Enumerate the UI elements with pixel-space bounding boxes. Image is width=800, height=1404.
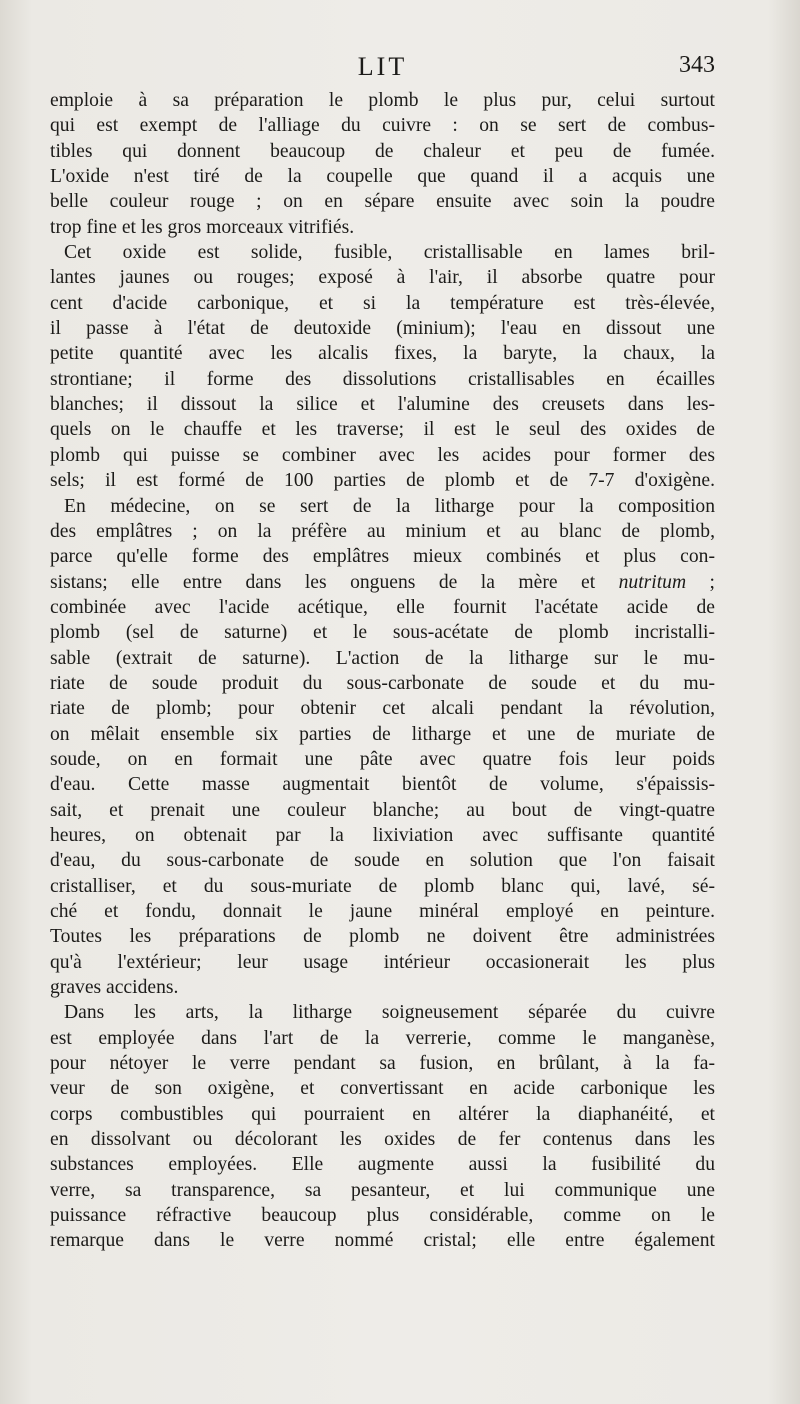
text-line: soude, on en formait une pâte avec quatre fois leur poids bbox=[50, 748, 715, 770]
text-line: substances employées. Elle augmente aussi la fusibilité du bbox=[50, 1154, 715, 1176]
text-line: combinée avec l'acide acétique, elle fournit l'acétate acide de bbox=[50, 596, 715, 618]
text-line: d'eau, du sous-carbonate de soude en solution que l'on faisait bbox=[50, 850, 715, 872]
text-line: remarque dans le verre nommé cristal; elle entre également bbox=[50, 1230, 715, 1252]
punctuation: ; bbox=[686, 571, 715, 593]
page-number: 343 bbox=[679, 52, 715, 78]
text-line: veur de son oxigène, et convertissant en acide carbonique les bbox=[50, 1078, 715, 1100]
text-line: cent d'acide carbonique, et si la température est très-élevée, bbox=[50, 292, 715, 314]
page-header bbox=[50, 52, 715, 86]
text-line: L'oxide n'est tiré de la coupelle que quand il a acquis une bbox=[50, 166, 715, 188]
text-line: en dissolvant ou décolorant les oxides de fer contenus dans les bbox=[50, 1129, 715, 1151]
text-line: ché et fondu, donnait le jaune minéral employé en peinture. bbox=[50, 901, 715, 922]
text-line: plomb (sel de saturne) et le sous-acétate de plomb incristalli- bbox=[50, 622, 715, 644]
text-line: des emplâtres ; on la préfère au minium et au blanc de plomb, bbox=[50, 520, 715, 542]
text-line: il passe à l'état de deutoxide (minium); l'eau en dissout une bbox=[50, 318, 715, 340]
text-line: emploie à sa préparation le plomb le plus pur, celui surtout bbox=[50, 90, 715, 111]
running-head: LIT bbox=[357, 52, 408, 81]
text-line: parce qu'elle forme des emplâtres mieux combinés et plus con- bbox=[50, 546, 715, 568]
text-line: plomb qui puisse se combiner avec les acides pour former des bbox=[50, 444, 715, 466]
text-line: Dans les arts, la litharge soigneusement séparée du cuivre bbox=[64, 1002, 715, 1024]
text-line: blanches; il dissout la silice et l'alumine des creusets dans les- bbox=[50, 394, 715, 416]
paragraph-4 bbox=[50, 1000, 715, 1253]
text-segment: sistans; elle entre dans les onguens de la mère et bbox=[50, 571, 596, 593]
paragraph-1 bbox=[50, 88, 715, 240]
text-line: Toutes les préparations de plomb ne doivent être administrées bbox=[50, 926, 715, 948]
text-line: En médecine, on se sert de la litharge pour la composition bbox=[64, 495, 715, 517]
paragraph-3 bbox=[50, 494, 715, 1001]
page-body bbox=[50, 88, 715, 1254]
text-line: strontiane; il forme des dissolutions cristallisables en écailles bbox=[50, 368, 715, 390]
text-line: Cet oxide est solide, fusible, cristallisable en lames bril- bbox=[64, 242, 715, 264]
text-line: sable (extrait de saturne). L'action de la litharge sur le mu- bbox=[50, 647, 715, 669]
text-line: puissance réfractive beaucoup plus considérable, comme on le bbox=[50, 1205, 715, 1227]
text-line: d'eau. Cette masse augmentait bientôt de volume, s'épaissis- bbox=[50, 774, 715, 796]
text-line: corps combustibles qui pourraient en altérer la diaphanéité, et bbox=[50, 1103, 715, 1125]
text-line: riate de plomb; pour obtenir cet alcali pendant la révolution, bbox=[50, 698, 715, 720]
text-line: lantes jaunes ou rouges; exposé à l'air, il absorbe quatre pour bbox=[50, 267, 715, 289]
text-line: verre, sa transparence, sa pesanteur, et lui communique une bbox=[50, 1179, 715, 1201]
text-line: riate de soude produit du sous-carbonate de soude et du mu- bbox=[50, 672, 715, 694]
paragraph-2 bbox=[50, 240, 715, 493]
text-line: petite quantité avec les alcalis fixes, la baryte, la chaux, la bbox=[50, 343, 715, 365]
text-line: graves accidens. bbox=[50, 977, 179, 999]
text-line-with-italic bbox=[50, 570, 715, 595]
text-line: belle couleur rouge ; on en sépare ensuite avec soin la poudre bbox=[50, 191, 715, 213]
text-line: trop fine et les gros morceaux vitrifiés. bbox=[50, 216, 355, 238]
text-line: tibles qui donnent beaucoup de chaleur et peu de fumée. bbox=[50, 140, 715, 162]
text-line: qui est exempt de l'alliage du cuivre : on se sert de combus- bbox=[50, 115, 715, 137]
text-line: sait, et prenait une couleur blanche; au bout de vingt-quatre bbox=[50, 799, 715, 821]
text-line: quels on le chauffe et les traverse; il est le seul des oxides de bbox=[50, 419, 715, 441]
text-line: est employée dans l'art de la verrerie, comme le manganèse, bbox=[50, 1027, 715, 1049]
text-line: on mêlait ensemble six parties de litharge et une de muriate de bbox=[50, 723, 715, 745]
text-line: cristalliser, et du sous-muriate de plomb blanc qui, lavé, sé- bbox=[50, 875, 715, 897]
text-line: qu'à l'extérieur; leur usage intérieur occasionerait les plus bbox=[50, 951, 715, 973]
italic-word: nutritum bbox=[618, 571, 687, 593]
text-line: pour nétoyer le verre pendant sa fusion, en brûlant, à la fa- bbox=[50, 1053, 715, 1075]
text-line: sels; il est formé de 100 parties de plomb et de 7-7 d'oxigène. bbox=[50, 470, 715, 492]
text-line: heures, on obtenait par la lixiviation avec suffisante quantité bbox=[50, 824, 715, 846]
